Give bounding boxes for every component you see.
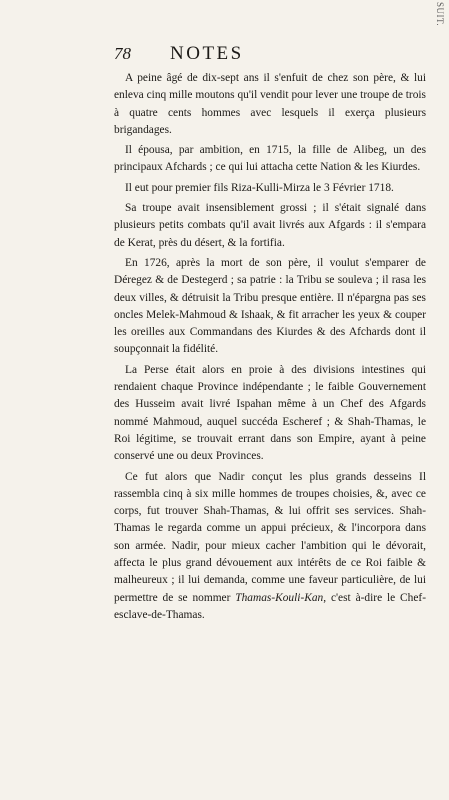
paragraph: A peine âgé de dix-sept ans il s'enfuit de chez son père, & lui enleva cinq mille moutons qu'il vendit pour lever une troupe de trois à quatre cents hommes avec lesquels il exerça plusieurs brigandages. bbox=[114, 72, 426, 136]
paragraph: Sa troupe avait insensiblement grossi ; il s'était signalé dans plusieurs petits combats qu'il avait livrés aux Afgards : il s'empara de Kerat, près du désert, & la fortifia. bbox=[114, 202, 426, 249]
page-header bbox=[114, 44, 426, 66]
paragraph-text: Ce fut alors que Nadir conçut les plus grands desseins Il rassembla cinq à six mille hommes de troupes choisies, &, avec ce corps, fut trouver Shah-Thamas, & lui offrit ses services. Shah-Thamas le regarda comme un appui précieux, & l'incorpora dans son armée. Nadir, pour mieux cacher l'ambition qui le dévorait, affecta le plus grand dévouement aux intérêts de ce Roi faible & malheureux ; il lui demanda, comme une faveur particulière, de lui permettre de se nommer bbox=[114, 470, 426, 604]
page-number: 78 bbox=[114, 44, 131, 63]
paragraph: Il eut pour premier fils Riza-Kulli-Mirza le 3 Février 1718. bbox=[125, 181, 394, 194]
paragraph: Il épousa, par ambition, en 1715, la fille de Alibeg, un des principaux Afchards ; ce qui lui attacha cette Nation & les Kiurdes. bbox=[114, 144, 426, 174]
body-text bbox=[114, 70, 426, 627]
paragraph-text: , c'est à-dire le Chef-esclave-de-Thamas. bbox=[114, 591, 426, 621]
page-corner-mark: SUIT. bbox=[435, 2, 445, 27]
paragraph bbox=[114, 469, 426, 625]
italic-name: Thamas-Kouli-Kan bbox=[235, 591, 324, 604]
running-head: NOTES bbox=[170, 43, 244, 64]
paragraph: La Perse était alors en proie à des divisions intestines qui rendaient chaque Province indépendante ; le faible Gouvernement des Husseim avait livré Ispahan même à un Chef des Afgards nommé Mahmoud, auquel succéda Escheref ; & Shah-Thamas, le Roi légitime, se trouvait errant dans son Empire, ayant à peine conservé une ou deux Provinces. bbox=[114, 363, 426, 463]
paragraph: En 1726, après la mort de son père, il voulut s'emparer de Déregez & de Destegerd ; sa patrie : la Tribu se souleva ; il rasa les deux villes, & détruisit la Tribu presque entière. Il n'épargna pas ses oncles Melek-Mahmoud & Ishaak, & fit arracher les yeux & couper les oreilles aux Commandans des Kiurdes & des Afchards dont il soupçonnait la fidélité. bbox=[114, 256, 426, 356]
